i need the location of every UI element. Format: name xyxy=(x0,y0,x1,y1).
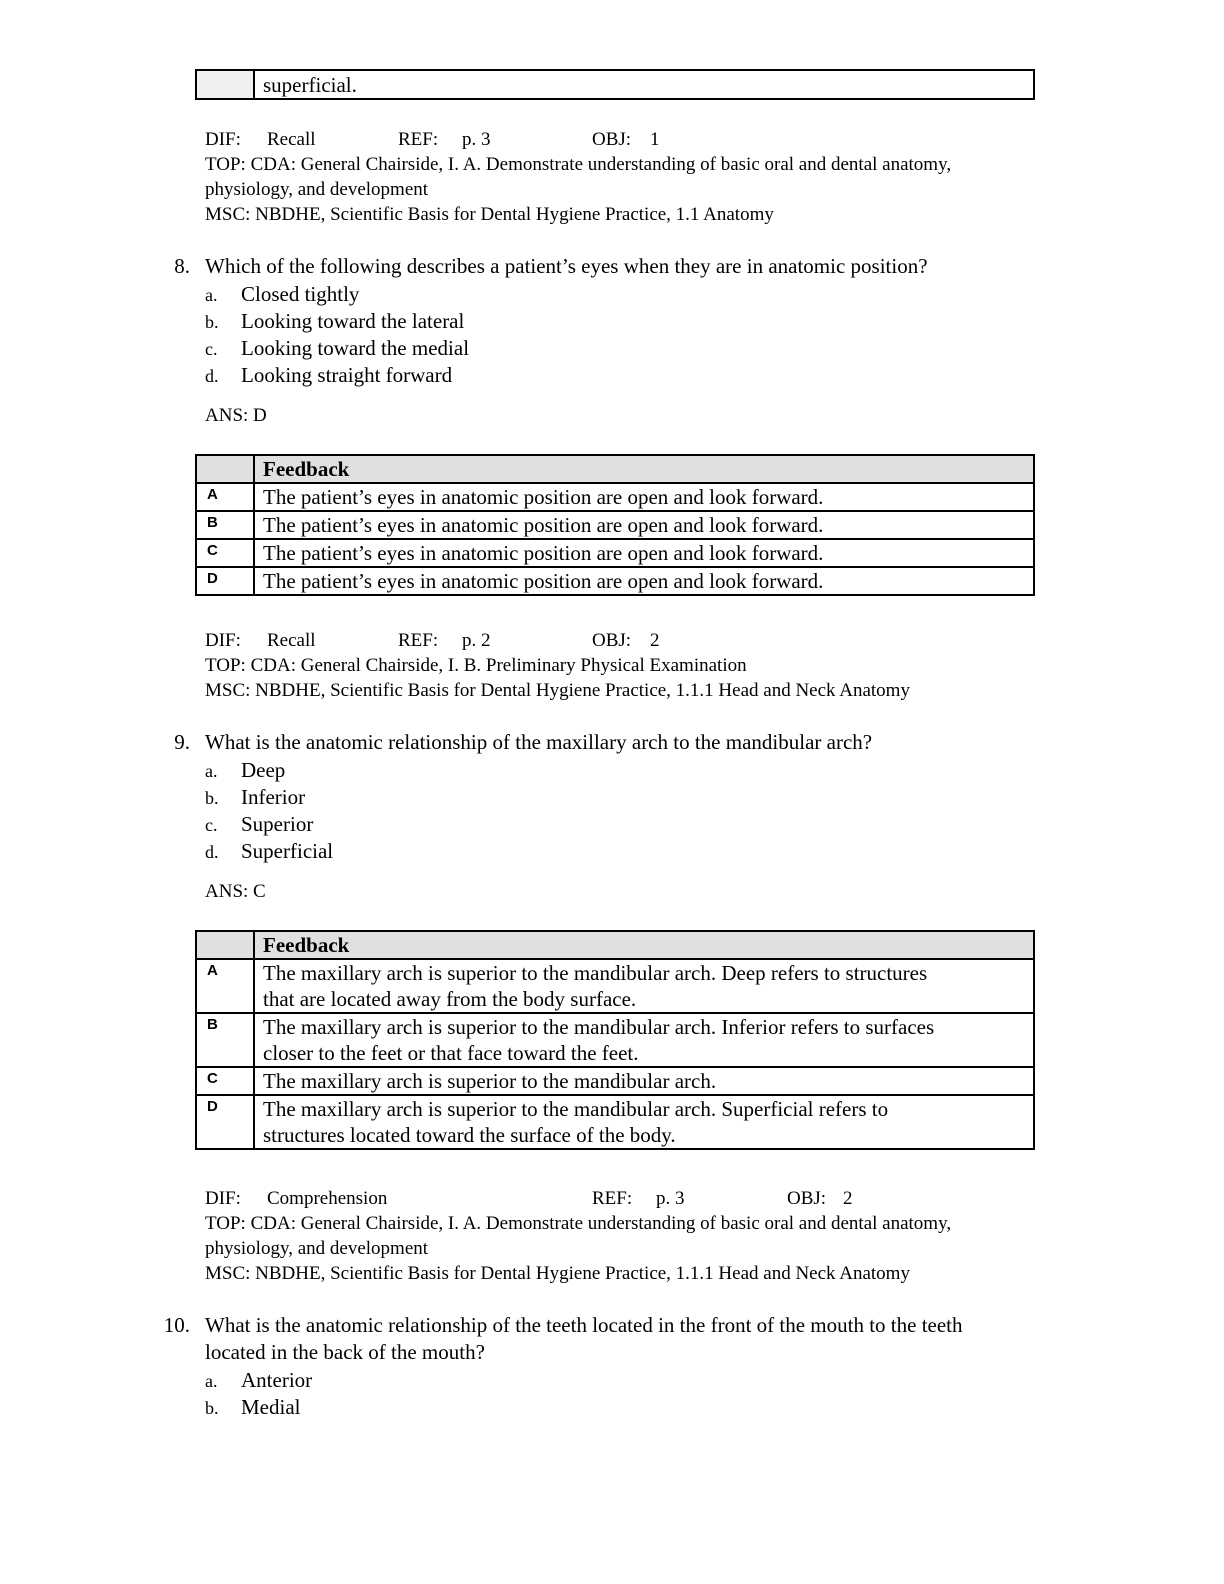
q10-option-a[interactable] xyxy=(205,1367,312,1395)
ref-label: REF: xyxy=(592,1188,633,1209)
feedback-line: structures located toward the surface of the body. xyxy=(263,1123,676,1147)
obj-label: OBJ: xyxy=(787,1188,827,1209)
q8-meta-ref xyxy=(398,628,491,653)
option-letter: c. xyxy=(205,815,218,835)
q9-option-d[interactable] xyxy=(205,838,333,866)
q8-option-c[interactable] xyxy=(205,335,469,363)
option-letter: a. xyxy=(205,285,218,305)
obj-value: 2 xyxy=(650,630,660,651)
ref-label: REF: xyxy=(398,630,439,651)
option-text: Superior xyxy=(241,812,314,836)
feedback-letter: A xyxy=(196,959,254,1013)
table-row xyxy=(196,1013,1034,1067)
q8-meta-top: TOP: CDA: General Chairside, I. B. Preliminary Physical Examination xyxy=(205,655,747,676)
q8-meta-obj xyxy=(592,628,660,653)
feedback-line: The maxillary arch is superior to the mandibular arch. Superficial refers to xyxy=(263,1097,889,1121)
option-text: Inferior xyxy=(241,785,306,809)
option-text: Closed tightly xyxy=(241,282,360,306)
dif-value: Recall xyxy=(267,129,316,150)
q9-feedback-table xyxy=(195,930,1035,1150)
feedback-letter: C xyxy=(196,1067,254,1095)
dif-label: DIF: xyxy=(205,630,241,651)
q8-answer: ANS: D xyxy=(205,405,267,426)
table-letter-cell xyxy=(196,931,254,959)
table-row xyxy=(196,539,1034,567)
option-letter: a. xyxy=(205,761,218,781)
feedback-header: Feedback xyxy=(254,931,1034,959)
feedback-letter: C xyxy=(196,539,254,567)
q9-meta-top: TOP: CDA: General Chairside, I. A. Demonstrate understanding of basic oral and dental anatomy, xyxy=(205,1213,952,1234)
q9-option-c[interactable] xyxy=(205,811,313,839)
q8-option-a[interactable] xyxy=(205,281,359,309)
table-header-row xyxy=(196,455,1034,483)
dif-value: Comprehension xyxy=(267,1188,388,1209)
feedback-text xyxy=(254,1095,1034,1149)
q8-option-b[interactable] xyxy=(205,308,464,336)
obj-value: 1 xyxy=(650,129,660,150)
option-text: Looking toward the medial xyxy=(241,336,470,360)
feedback-line: The maxillary arch is superior to the mandibular arch. xyxy=(263,1069,717,1093)
q9-answer: ANS: C xyxy=(205,881,266,902)
option-letter: c. xyxy=(205,339,218,359)
q8-meta-dif-line xyxy=(205,628,316,653)
q10-number: 10. xyxy=(163,1313,190,1337)
feedback-line: that are located away from the body surface. xyxy=(263,987,637,1011)
obj-value: 2 xyxy=(843,1188,853,1209)
q7-meta-ref xyxy=(398,127,491,152)
q9-meta-ref xyxy=(592,1186,685,1211)
feedback-text: The patient’s eyes in anatomic position are open and look forward. xyxy=(254,539,1034,567)
q9-meta-msc: MSC: NBDHE, Scientific Basis for Dental Hygiene Practice, 1.1.1 Head and Neck Anatomy xyxy=(205,1263,910,1284)
obj-label: OBJ: xyxy=(592,129,632,150)
q7-meta-top-cont: physiology, and development xyxy=(205,179,429,200)
feedback-text: The patient’s eyes in anatomic position are open and look forward. xyxy=(254,483,1034,511)
table-row xyxy=(196,483,1034,511)
table-row xyxy=(196,511,1034,539)
dif-label: DIF: xyxy=(205,129,241,150)
option-letter: b. xyxy=(205,1398,219,1418)
option-letter: d. xyxy=(205,842,219,862)
option-letter: b. xyxy=(205,788,219,808)
q8-question: Which of the following describes a patient’s eyes when they are in anatomic position? xyxy=(205,254,928,278)
q8-meta-msc: MSC: NBDHE, Scientific Basis for Dental Hygiene Practice, 1.1.1 Head and Neck Anatomy xyxy=(205,680,910,701)
option-text: Anterior xyxy=(241,1368,313,1392)
q9-meta-top-cont: physiology, and development xyxy=(205,1238,429,1259)
dif-value: Recall xyxy=(267,630,316,651)
q9-option-a[interactable] xyxy=(205,757,285,785)
q7-meta-msc: MSC: NBDHE, Scientific Basis for Dental Hygiene Practice, 1.1 Anatomy xyxy=(205,204,774,225)
q9-meta-dif-line xyxy=(205,1186,387,1211)
feedback-letter: D xyxy=(196,567,254,595)
feedback-line: closer to the feet or that face toward the feet. xyxy=(263,1041,639,1065)
table-row xyxy=(196,959,1034,1013)
q7-meta-dif-line xyxy=(205,127,316,152)
option-text: Medial xyxy=(241,1395,301,1419)
option-text: Looking straight forward xyxy=(241,363,453,387)
feedback-text xyxy=(254,1013,1034,1067)
q10-question-line1: What is the anatomic relationship of the teeth located in the front of the mouth to the teeth xyxy=(205,1313,963,1337)
feedback-text: The patient’s eyes in anatomic position are open and look forward. xyxy=(254,567,1034,595)
feedback-text xyxy=(254,1067,1034,1095)
feedback-text: superficial. xyxy=(254,70,1034,99)
q7-meta-top: TOP: CDA: General Chairside, I. A. Demonstrate understanding of basic oral and dental anatomy, xyxy=(205,154,952,175)
obj-label: OBJ: xyxy=(592,630,632,651)
ref-label: REF: xyxy=(398,129,439,150)
option-letter: b. xyxy=(205,312,219,332)
option-letter: d. xyxy=(205,366,219,386)
feedback-text xyxy=(254,959,1034,1013)
q10-option-b[interactable] xyxy=(205,1394,300,1422)
q8-feedback-table xyxy=(195,454,1035,596)
q9-question: What is the anatomic relationship of the maxillary arch to the mandibular arch? xyxy=(205,730,873,754)
ref-value: p. 3 xyxy=(462,129,491,150)
table-row xyxy=(196,70,1034,99)
feedback-line: The maxillary arch is superior to the mandibular arch. Inferior refers to surfaces xyxy=(263,1015,935,1039)
dif-label: DIF: xyxy=(205,1188,241,1209)
q8-number: 8. xyxy=(174,254,190,278)
option-text: Looking toward the lateral xyxy=(241,309,465,333)
feedback-letter: A xyxy=(196,483,254,511)
feedback-letter: D xyxy=(196,1095,254,1149)
ref-value: p. 2 xyxy=(462,630,491,651)
feedback-letter: B xyxy=(196,1013,254,1067)
q8-option-d[interactable] xyxy=(205,362,452,390)
table-row xyxy=(196,1095,1034,1149)
option-text: Superficial xyxy=(241,839,334,863)
feedback-line: The maxillary arch is superior to the mandibular arch. Deep refers to structures xyxy=(263,961,928,985)
table-row xyxy=(196,1067,1034,1095)
table-letter-cell xyxy=(196,70,254,99)
q9-option-b[interactable] xyxy=(205,784,305,812)
q9-number: 9. xyxy=(174,730,190,754)
feedback-text: The patient’s eyes in anatomic position are open and look forward. xyxy=(254,511,1034,539)
q10-question-line2: located in the back of the mouth? xyxy=(205,1340,485,1364)
table-header-row xyxy=(196,931,1034,959)
ref-value: p. 3 xyxy=(656,1188,685,1209)
table-letter-cell xyxy=(196,455,254,483)
feedback-letter: B xyxy=(196,511,254,539)
option-letter: a. xyxy=(205,1371,218,1391)
q7-meta-obj xyxy=(592,127,660,152)
option-text: Deep xyxy=(241,758,286,782)
table-row xyxy=(196,567,1034,595)
feedback-header: Feedback xyxy=(254,455,1034,483)
q7-feedback-table-tail xyxy=(195,69,1035,100)
q9-meta-obj xyxy=(787,1186,853,1211)
